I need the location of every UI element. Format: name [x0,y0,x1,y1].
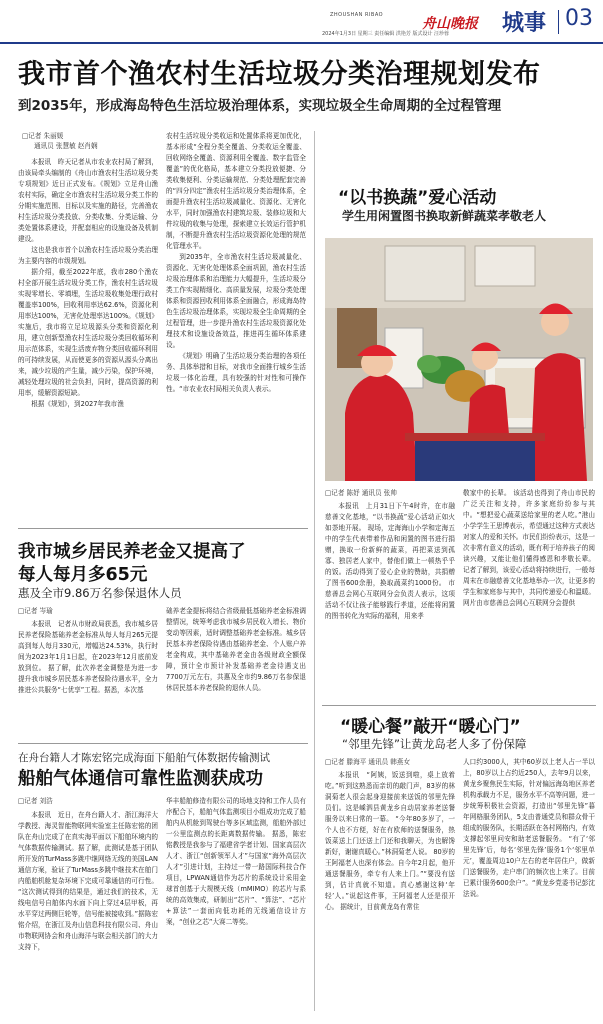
ship-paragraph: 华丰船舶修造有限公司的场地支持和工作人员有序配合下，船舶气体监测项目小组成功完成了船舶内从机舱到驾驶台等多区域监测，船舶外部过一公里监测点的长距离数据传输。 据悉，陈宏铭教授是我参与了福建省学者计划、国家高层次人才、浙江“创新领军人才”与国家“海外高层次人才”引进计划，主持过一带一路国际科技合作项目，LPWAN通信作为芯片的系统设计采用金球首创基于大规模天线（mMIMO）的芯片与系统的高效集成，研制出“芯片”、“算法”、“芯片+算法”一套面向低功耗的无线通信设计方案，“创业之芯”大赛二等奖。 [166,797,306,926]
ship-column-2 [166,796,306,1016]
vertical-divider [314,131,315,1011]
lead-paragraph: 本报讯 昨天记者从市农业农村局了解到，由该局牵头编制的《舟山市渔农村生活垃圾分类专项规划》近日正式发布。《规划》立足舟山渔农村实际，确定全市渔农村生活垃圾分类工作的分期实施范围、目标以及实施的路径，完善渔农村生活垃圾分类投放、分类收集、分类运输、分类处置体系建设，并配套相应的设施设备及机制建设。 [18,158,158,243]
lead-paragraph: 据介绍，截至2022年底，我市280个渔农村全部开展生活垃圾分类工作，渔农村生活垃圾实现零增长、零填埋，生活垃圾收集处理行政村覆盖率100%，回收利用率达62.6%，资源化利用率达100%，无害化处理率达100%。《规划》实施后，我市将立足垃圾源头分类和资源化利用，建立创新型渔农村生活垃圾分类回收循环利用示范体系，实现生活废弃物分类回收循环利用的可持续发展，从而使更多的资源从源头分离出来，减少垃圾的产生量，减少污染，保护环境，减轻处理垃圾的社会负担，同时，提高资源的利用率，缓解资源短缺。 [18,268,158,397]
books-subhead: 学生用闲置图书换取新鲜蔬菜孝敬老人 [342,209,547,223]
pension-column-1 [18,619,158,731]
pension-paragraph: 础养老金提标将结合省级最低基础养老金标准调整情况，统筹考虑我市城乡居民收入增长、物价变动等因素，适时调整基础养老金标准。城乡居民基本养老保险待遇由基础养老金、个人账户养老金构成，其中基础养老金由各级财政全额保障，预计全市预计补发基础养老金待遇支出7700万元左右，共惠及全市约9.86万名参保退休居民基本养老保险的退休人员。 [166,607,306,692]
masthead [0,0,603,48]
lead-paragraph: 这也是我市首个以渔农村生活垃圾分类治理为主要内容的市级规划。 [18,246,158,265]
lead-paragraph: 到2035年，全市渔农村生活垃圾减量化、资源化、无害化处理体系全面巩固，渔农村生活垃圾治理体系和治理能力大幅提升，生活垃圾分类工作实现精细化、高质量发展，垃圾分类处理体系和资源回收利用体系全面融合，形成海岛特色生活垃圾治理体系，实现垃圾全生命周期的全过程管理，进一步提升渔农村生活垃圾资源化处理技术和设施设备效益，推进再生循环体系建设。 [166,253,306,349]
meal-byline: □记者 滕海平 通讯员 韩燕女 [325,758,411,766]
lead-column-1 [18,157,158,517]
lead-subhead: 到2035年，形成海岛特色生活垃圾治理体系，实现垃圾全生命周期的全过程管理 [18,98,502,114]
masthead-logo: 舟山晚报 [422,16,478,32]
lead-paragraph: 《规划》明确了生活垃圾分类治理的各项任务、具体举措和目标，对我市全面推行城乡生活垃圾一体化治理，具有较强的针对性和可操作性。“市农业农村局相关负责人表示。 [166,352,306,393]
pension-byline: □记者 岑瑜 [18,607,53,615]
lead-column-2 [166,131,306,517]
masthead-meta: 2024年1月3日 星期三 责任编辑 洪艳芳 版式设计 汪珍蓉 [322,31,450,37]
ship-byline: □记者 刘浩 [18,797,53,805]
lead-paragraph: 根据《规划》，到2027年我市渔 [31,400,124,408]
ship-headline: 船舶气体通信可靠性监测获成功 [18,769,263,789]
books-paragraph: 敬家中的长辈。 该活动也得到了舟山市民的广泛关注和支持，许多家庭纷纷参与其中。“想把爱心蔬菜送给家里的老人吃。”港山小学学生王思博表示，希望通过这种方式表达对家人的爱和关怀。市民们纷纷表示，这是一次非常有意义的活动，既有利于培养孩子的阅读兴趣，又能让他们懂得感恩和孝敬长辈。 记者了解到，该爱心活动将持续进行，一般每周末在市融慈善文化基地举办一次，让更多的学生和家庭参与其中，共同传递爱心和温暖。 网片由市慈善总会网心互联网分会提供 [463,489,595,607]
masthead-divider [558,10,559,34]
pension-headline-1: 我市城乡居民养老金又提高了 [18,542,246,562]
pension-paragraph: 本报讯 记者从市财政局获悉，我市城乡居民养老保险基础养老金标准从每人每月265元提高到每人每月330元，增幅达24.53%，执行时间为2023年1月1日起，在2023年12月底前发放到位。 据了解，此次养老金调整是为进一步提升我市城乡居民基本养老保险待遇水平，全力推进公共服务“七优享”工程。据悉，本次基 [18,620,158,694]
lead-byline-2: 通讯员 张慧敏 赵肖娴 [34,142,98,150]
rule [322,705,596,706]
books-column-2 [463,488,595,686]
page-number: 03 [565,6,593,31]
lead-headline: 我市首个渔农村生活垃圾分类治理规划发布 [18,59,541,90]
meal-column-2 [463,757,595,1016]
lead-paragraph: 农村生活垃圾分类收运和处置体系将更加优化，基本形成“全程分类全覆盖、分类收运全覆盖、回收网络全覆盖、资源利用全覆盖、数字监管全覆盖”的优化格局，基本建立分类投放便捷、分类收集便利、分类运输规范、分类处理配套完善的“四分四定”渔农村生活垃圾分类治理体系，全面提升渔农村生活垃圾减量化、资源化、无害化水平，同时加强渔农村建筑垃圾、装修垃圾和大件垃圾的收集与处理，探索建立长效运行管护机制，不断提升渔农村生活垃圾资源化处理的规范化管理水平。 [166,132,306,250]
books-column-1 [325,501,455,686]
photo-icon [325,238,593,481]
meal-headline: “暖心餐”敲开“暖心门” [340,717,521,737]
books-headline: “以书换蔬”爱心活动 [338,188,497,208]
books-paragraph: 本报讯 上月31日下午4时许，在市融慈善文化基地，“以书换蔬”爱心活动正如火如荼地开展。 现场，定海海山小学和定海五中的学生代表带着作品和闲置的图书进行捐赠，换取一份新鲜的蔬菜，再把菜送到孤寡、独居老人家中，替他们做上一顿热乎乎的饭。活动得到了爱心企业的赞助，共捐赠了图书600余册，换取蔬菜约1000份。 市慈善总会网心互联网分会负责人表示，这项活动不仅让孩子能够践行孝道，还能将闲置的图书转化为实际的福利，用来孝 [325,502,455,620]
ship-kicker: 在舟台籍人才陈宏铭完成海面下船舶气体数据传输测试 [18,752,270,764]
masthead-pinyin: ZHOUSHAN RIBAO [330,12,384,18]
rule [18,528,308,529]
meal-paragraph: 本报讯 “阿姨，饭送到啦，桌上放着吃。”听到这熟悉而亲切的敲门声，83岁的林洞菊老人很会起身迎接前来送饭的邻里先锋员们。这是嵊泗县黄龙乡自动居家养老送餐服务以来日常的一幕。 “今年80多岁了，一个人也不方便，好在有欧师的送餐服务，热饭菜送上门还送上门还和我聊天，为也解馋新好，谢谢真暖心。”林洞菊老人说。 80岁的王阿福老人也深有体会。自今年2月起，他开通送餐服务，牵专有人来上门。”“要没有送到，估计真就不知道。真心感谢这种‘年轻’人。”说起这件事，王阿福老人还是很开心。 据统计，目前黄龙岛有常住 [325,771,455,911]
meal-subhead: “邻里先锋”让黄龙岛老人多了份保障 [342,737,527,751]
meal-paragraph: 人口约3000人，其中60岁以上老人占一半以上，80岁以上占约近250人，去年9月以来，黄龙乡聚焦民生实际，针对偏远海岛地区养老机构承载力不足，服务水平不高等问题，进一步统筹积极社会资源，打造出“邻里先锋”暮年网格服务团队，5支由普通党员和群众骨干组成的服务队，长期活跃在各村网格内，有效支撑起邻里问安和助老送餐服务。 “有了‘邻里先锋’后，每名‘邻里先锋’服务1个‘邻里单元’，覆盖周边10户左右的老年居住户，做新门送餐服务，走户串门的频次也上来了。目前已累计服务600余户”。“黄龙乡党委书记彭沈法说。 [463,758,595,898]
lead-byline-1: □记者 朱丽媛 [22,132,64,140]
books-photo [325,238,593,481]
pension-headline-2: 每人每月多65元 [18,565,148,585]
masthead-rule [0,42,603,44]
ship-column-1 [18,810,158,1016]
meal-column-1 [325,770,455,1016]
books-byline: □记者 陈妤 通讯员 张帅 [325,489,397,497]
section-title: 城事 [502,11,547,36]
pension-subhead: 惠及全市9.86万名参保退休人员 [18,586,182,600]
ship-paragraph: 本报讯 近日，在舟台籍人才、浙江海洋大学教授、海灵智能物联网实验室主任陈宏铭的团队在舟山完成了在真实海平面以下船舶环境内的气体数据传输测试。据了解，此测试是基于团队所开发的TurMass多跳中继网络无线的美国LAN通信方案，验证了TurMass多跳中继技术在舶门内船舶机舱复杂环境下完成可靠通信的可行性。 “这次测试得到的结果是，通过我们的技术，无线电信号自舶体内水面下向上穿过4层甲板，再水平穿过两侧巨轮等，信号能被接收到。”据陈宏铭介绍，在浙江及舟山信息科技有限公司、舟山市物联网协会和舟山海洋与联会相关部门的大力支持下， [18,811,158,951]
pension-column-2 [166,606,306,731]
rule [18,743,308,744]
